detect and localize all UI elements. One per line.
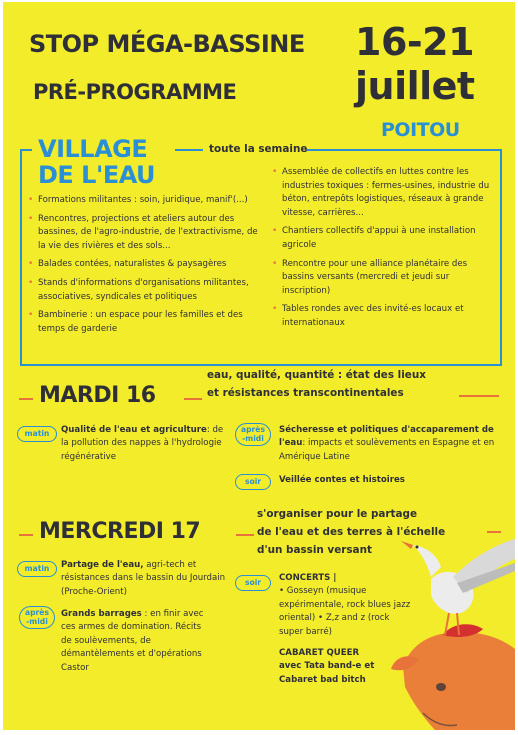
- mardi-soir-pill: soir: [235, 474, 271, 490]
- list-item: • Tables rondes avec des invité-es locaux et internationaux: [271, 303, 491, 330]
- event-dates: 16-21: [355, 20, 475, 64]
- village-title-line2: DE L'EAU: [38, 161, 156, 189]
- village-title: [38, 136, 155, 188]
- event-place: POITOU: [381, 119, 460, 141]
- event-month: juillet: [355, 64, 475, 108]
- mercredi-cabaret-event: [279, 647, 399, 687]
- list-item: • Rencontres, projections et ateliers autour des bassines, de l'agro-industrie, de l'extractivisme, de la vie des rivières et des sols...: [27, 213, 259, 254]
- mardi-matin-pill: matin: [17, 426, 57, 442]
- mardi-soir-event: Veillée contes et histoires: [279, 475, 405, 485]
- list-item: • Bambinerie : un espace pour les familles et des temps de garderie: [27, 309, 259, 336]
- mardi-theme-line1: eau, qualité, quantité : état des lieux: [207, 369, 426, 381]
- mercredi-soir-pill: soir: [235, 575, 271, 591]
- village-right-list: [271, 166, 491, 336]
- list-item: • Assemblée de collectifs en luttes contre les industries toxiques : fermes-usines, industrie du béton, entrepôts logistiques, réseaux à grande vitesse, carrières...: [271, 166, 491, 220]
- mardi-rule-left: [19, 398, 33, 400]
- list-item: • Balades contées, naturalistes & paysagères: [27, 258, 259, 272]
- mercredi-rule-right: [487, 531, 501, 533]
- pill-line: -midi: [242, 434, 264, 443]
- mardi-matin-text: : de la pollution des nappes à l'hydrologie régénérative: [61, 425, 224, 462]
- village-box-top-right: [305, 149, 500, 151]
- mercredi-apres-pill: [19, 606, 55, 629]
- mercredi-theme-line2: de l'eau et des terres à l'échelle: [257, 526, 446, 538]
- mercredi-theme-line3: d'un bassin versant: [257, 544, 372, 556]
- mardi-apres-text: : impacts et soulèvements en Espagne et en Amérique Latine: [279, 438, 495, 462]
- mercredi-day: MERCREDI 17: [39, 519, 201, 544]
- village-left-list: [27, 194, 259, 341]
- poster-subtitle: PRÉ-PROGRAMME: [33, 80, 237, 104]
- village-subtitle: toute la semaine: [209, 143, 308, 155]
- mercredi-rule-mid: [236, 534, 254, 536]
- mercredi-apres-title: Grands barrages: [61, 609, 142, 619]
- concerts-text: • Gosseyn (musique expérimentale, rock blues jazz oriental) • Z,z and z (rock super barré): [279, 586, 411, 637]
- mardi-apres-pill: [235, 423, 271, 446]
- mercredi-apres-text: : en finir avec ces armes de domination. Récits de soulèvements, de démantèlements et d'opérations Castor: [61, 609, 204, 673]
- cabaret-title: CABARET QUEER: [279, 648, 360, 658]
- mardi-rule-right: [459, 395, 499, 397]
- mardi-apres-event: [279, 424, 497, 464]
- poster-title: STOP MÉGA-BASSINE: [29, 30, 305, 58]
- mercredi-matin-text: agri-tech et résistances dans le bassin du Jourdain (Proche-Orient): [61, 560, 226, 597]
- mercredi-concerts-event: [279, 572, 413, 639]
- list-item: • Formations militantes : soin, juridique, manif'(...): [27, 194, 259, 208]
- pill-line: après: [241, 425, 265, 434]
- list-item: • Stands d'informations d'organisations militantes, associatives, syndicales et politiques: [27, 277, 259, 304]
- mardi-apres-title: Sécheresse et politiques d'accaparement de l'eau: [279, 425, 494, 449]
- village-title-line1: VILLAGE: [38, 135, 148, 163]
- mercredi-matin-title: Partage de l'eau,: [61, 560, 144, 570]
- mardi-matin-title: Qualité de l'eau et agriculture: [61, 425, 207, 435]
- mardi-day: MARDI 16: [39, 383, 156, 408]
- mercredi-apres-event: [61, 608, 211, 675]
- mercredi-theme-line1: s'organiser pour le partage: [257, 508, 417, 520]
- mercredi-matin-pill: matin: [17, 561, 57, 577]
- village-box-top-mid: [175, 149, 203, 151]
- pill-line: après: [25, 608, 49, 617]
- mardi-rule-mid: [184, 398, 202, 400]
- mardi-matin-event: [61, 424, 233, 464]
- cabaret-text: avec Tata band-e et Cabaret bad bitch: [279, 661, 375, 685]
- list-item: • Chantiers collectifs d'appui à une installation agricole: [271, 225, 491, 252]
- list-item: • Rencontre pour une alliance planétaire des bassins versants (mercredi et jeudi sur inscription): [271, 258, 491, 299]
- pill-line: -midi: [26, 617, 48, 626]
- mercredi-matin-event: [61, 559, 231, 599]
- mercredi-rule-left: [19, 534, 33, 536]
- concerts-title: CONCERTS |: [279, 573, 337, 583]
- poster: [3, 2, 515, 730]
- village-box-top-left: [20, 149, 32, 151]
- mardi-theme-line2: et résistances transcontinentales: [207, 387, 404, 399]
